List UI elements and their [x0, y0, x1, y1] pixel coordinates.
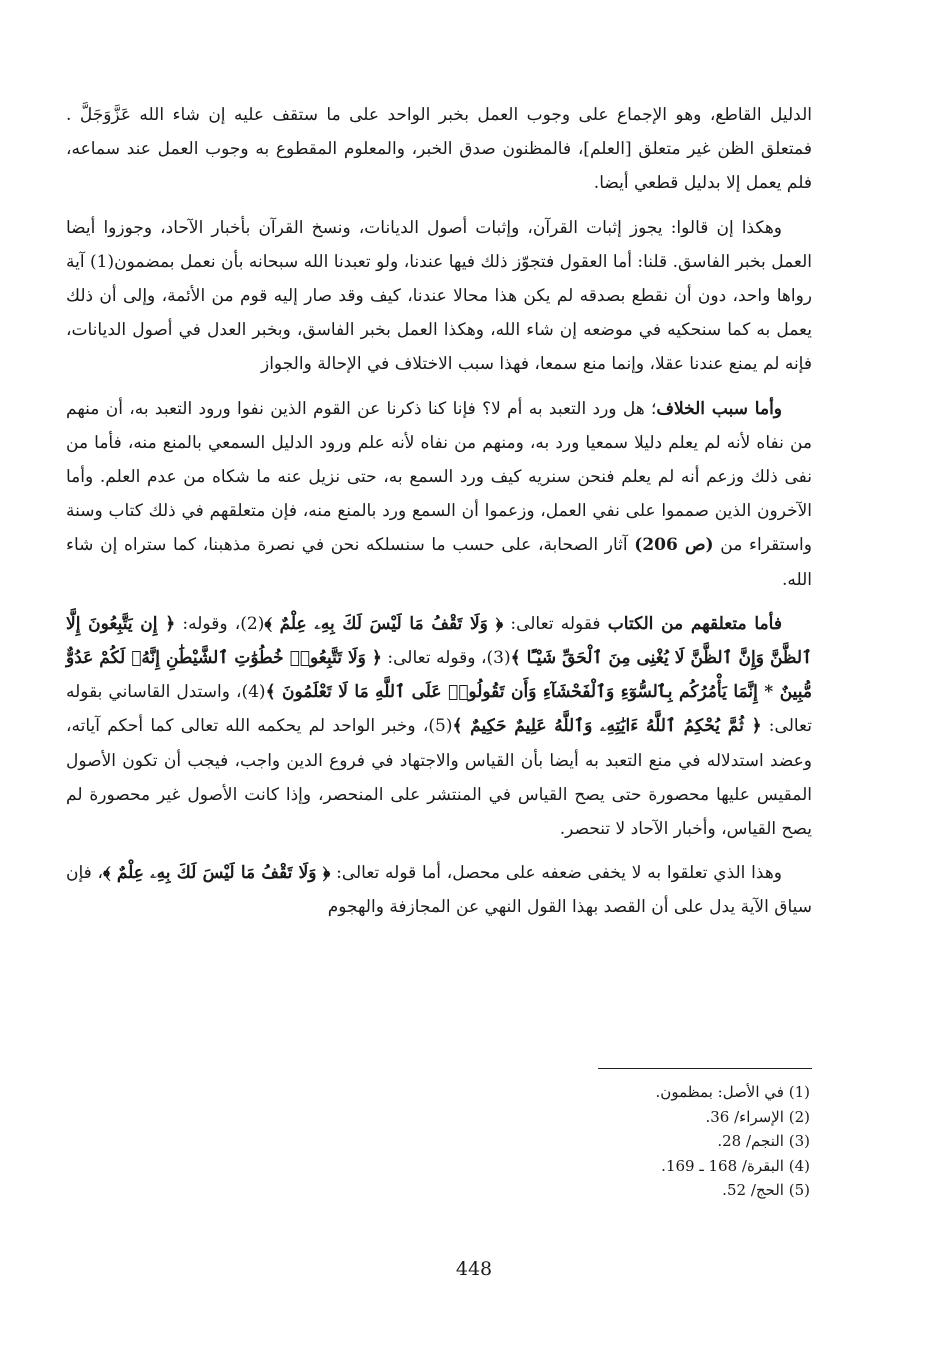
p3-text: ؛ هل ورد التعبد به أم لا؟ فإنا كنا ذكرنا عن القوم الذين نفوا ورود التعبد به، أن منهم من نفاه لأنه لم يعلم دليلا سمعيا ورد به، ومنهم من نفاه لأنه علم ورود الدليل السمعي بالمنع منه، فأما من نفى ذلك وزعم أنه لم يعلم فنحن سنريه كيف ورد السمع به، حتى نزيل عنه ما شكاه من عدم العلم. وأما الآخرون الذين صمموا على نفي العمل، وزعموا أن السمع ورد بالمنع منه، فإن متعلقهم في ذلك كتاب وسنة واستقراء من	[66, 398, 812, 556]
quran-verse-2: ﴿ إِن يَتَّبِعُونَ إِلَّا ٱلظَّنَّ وَإِنَّ ٱلظَّنَّ لَا يُغْنِى مِنَ ٱلْحَقِّ شَيْـًٔا ﴾	[66, 613, 812, 669]
footnote-4: (4) البقرة/ 168 ـ 169.	[661, 1156, 810, 1175]
p1-text-b: . فمتعلق الظن غير متعلق [العلم]، فالمظنون صدق الخبر، والمعلوم المقطوع به وجوب العمل عند سماعه، فلم يعمل إلا بدليل قطعي أيضا.	[66, 105, 812, 194]
quran-verse-3: ﴿ وَلَا تَتَّبِعُوا۟ خُطُوَٰتِ ٱلشَّيْطَٰنِ إِنَّهُۥ لَكُمْ عَدُوٌّ مُّبِينٌ * إِنَّمَا يَأْمُرُكُم بِٱلسُّوٓءِ وَٱلْفَحْشَآءِ وَأَن تَقُولُوا۟ عَلَى ٱللَّهِ مَا لَا تَعْلَمُونَ ﴾	[66, 648, 813, 703]
main-text	[66, 98, 812, 935]
p4-text-a: فقوله تعالى:	[510, 613, 601, 634]
footnote-3: (3) النجم/ 28.	[717, 1132, 810, 1150]
p2-text: وهكذا إن قالوا: يجوز إثبات القرآن، وإثبات أصول الديانات، ونسخ القرآن بأخبار الآحاد، وجوزوا أيضا العمل بخبر الفاسق. قلنا: أما العقول فتجوّز ذلك فيها عندنا، ولو تعبدنا الله سبحانه بأن نعمل بمضمون(1) آية رواها واحد، دون أن نقطع بصدقه لم يكن هذا محالا عندنا، كيف وقد صار إليه قوم من الأئمة، وإلى أن ذلك يعمل به كما سنحكيه في موضعه إن شاء الله، وهكذا العمل بخبر الفاسق، وبخبر العدل في أصول الديانات، فإنه لم يمنع عندنا عقلا، وإنما منع سمعا، فهذا سبب الاختلاف في الإحالة والجواز	[66, 217, 812, 375]
p1-text-a: الدليل القاطع، وهو الإجماع على وجوب العمل بخبر الواحد على ما ستقف عليه إن شاء الله	[139, 105, 813, 125]
footnote-divider	[598, 1068, 812, 1069]
p4-text-b: (2)، وقوله:	[182, 613, 265, 634]
footnotes	[470, 1080, 810, 1203]
p5-text-a: وهذا الذي تعلقوا به لا يخفى ضعفه على محصل، أما قوله تعالى:	[336, 863, 782, 884]
footnote-1: (1) في الأصل: بمظمون.	[655, 1083, 810, 1101]
p4-text-c: (3)، وقوله تعالى:	[387, 648, 511, 669]
paragraph-3	[66, 392, 812, 597]
p3-text-end: آثار الصحابة، على حسب ما سنسلكه نحن في نصرة مذهبنا، كما ستراه إن شاء الله.	[66, 535, 812, 590]
p4-heading: فأما متعلقهم من الكتاب	[607, 613, 782, 634]
quran-verse-5: ﴿ وَلَا تَقْفُ مَا لَيْسَ لَكَ بِهِۦ عِلْمٌ ﴾	[103, 863, 331, 884]
p5-text-b: ، فإن سياق الآية يدل على أن القصد بهذا القول النهي عن المجازفة والهجوم	[66, 863, 812, 918]
p3-heading: وأما سبب الخلاف	[656, 398, 782, 419]
paragraph-5	[66, 856, 812, 924]
quran-verse-1: ﴿ وَلَا تَقْفُ مَا لَيْسَ لَكَ بِهِۦ عِلْمٌ ﴾	[264, 613, 504, 634]
page-number: 448	[455, 1258, 493, 1280]
paragraph-1	[66, 98, 812, 201]
quran-verse-4: ﴿ ثُمَّ يُحْكِمُ ٱللَّهُ ءَايَٰتِهِۦ وَٱللَّهُ عَلِيمٌ حَكِيمٌ ﴾	[452, 716, 762, 737]
honorific-glyph: عَزَّوَجَلَّ	[79, 105, 131, 125]
paragraph-4	[66, 607, 812, 846]
p4-text-d: (4)، واستدل القاساني بقوله تعالى:	[66, 682, 812, 737]
paragraph-2	[66, 211, 812, 382]
footnote-2: (2) الإسراء/ 36.	[705, 1107, 810, 1126]
footnote-5: (5) الحج/ 52.	[722, 1181, 810, 1199]
original-page-marker: (ص 206)	[634, 535, 714, 556]
p4-text-e: (5)، وخبر الواحد لم يحكمه الله تعالى كما أحكم آياته، وعضد استدلاله في منع التعبد به أيضا بأن القياس والاجتهاد في فروع الدين واجب، فيجب أن تكون الأصول المقيس عليها محصورة حتى يصح القياس في المنتشر على المنحصر، وإذا كانت الأصول غير محصورة لم يصح القياس، وأخبار الآحاد لا تنحصر.	[66, 716, 812, 840]
